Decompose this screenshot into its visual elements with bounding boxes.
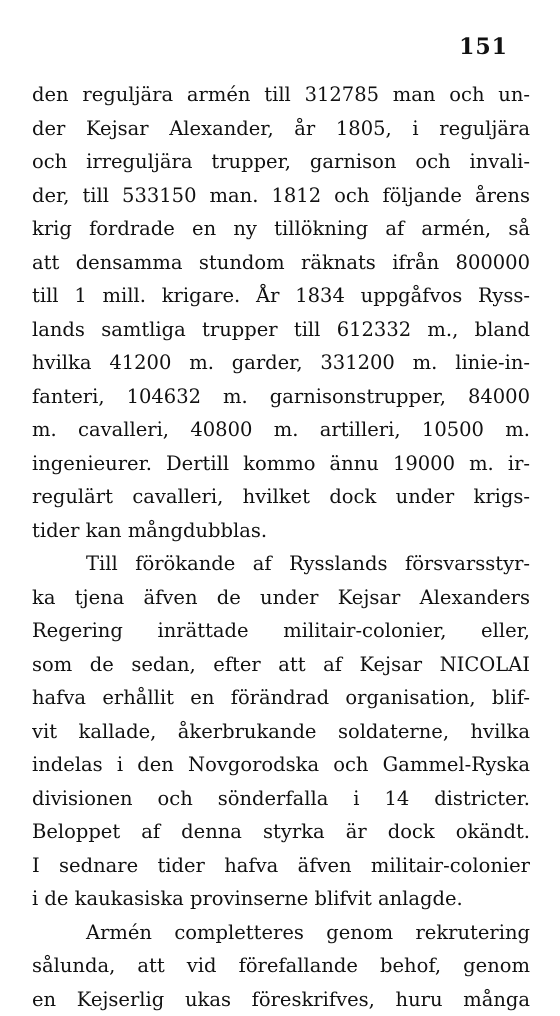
text-line: krig fordrade en ny tillökning af armén, så: [32, 212, 530, 246]
text-line: vit kallade, åkerbrukande soldaterne, hvilka: [32, 715, 530, 749]
paragraph: [32, 916, 530, 1016]
text-line: en Kejserlig ukas föreskrifves, huru många: [32, 983, 530, 1016]
text-line: den reguljära armén till 312785 man och un-: [32, 78, 530, 112]
text-line: regulärt cavalleri, hvilket dock under krigs-: [32, 480, 530, 514]
text-line: tider kan mångdubblas.: [32, 514, 530, 548]
text-line: hafva erhållit en förändrad organisation, blif-: [32, 681, 530, 715]
text-line: der Kejsar Alexander, år 1805, i reguljära: [32, 112, 530, 146]
text-line: der, till 533150 man. 1812 och följande årens: [32, 179, 530, 213]
text-line: hvilka 41200 m. garder, 331200 m. linie-in-: [32, 346, 530, 380]
text-line: Armén completteres genom rekrutering: [32, 916, 530, 950]
text-line: att densamma stundom räknats ifrån 800000: [32, 246, 530, 280]
paragraph: [32, 78, 530, 547]
body-text: [32, 78, 530, 1016]
text-line: indelas i den Novgorodska och Gammel-Ryska: [32, 748, 530, 782]
paragraph: [32, 547, 530, 916]
text-line: Beloppet af denna styrka är dock okändt.: [32, 815, 530, 849]
text-line: Till förökande af Rysslands försvarsstyr-: [32, 547, 530, 581]
text-line: till 1 mill. krigare. År 1834 uppgåfvos Ryss-: [32, 279, 530, 313]
text-line: fanteri, 104632 m. garnisonstrupper, 84000: [32, 380, 530, 414]
text-line: ingenieurer. Dertill kommo ännu 19000 m. ir-: [32, 447, 530, 481]
text-line: som de sedan, efter att af Kejsar NICOLAI: [32, 648, 530, 682]
text-line: Regering inrättade militair-colonier, eller,: [32, 614, 530, 648]
text-line: divisionen och sönderfalla i 14 districter.: [32, 782, 530, 816]
text-line: lands samtliga trupper till 612332 m., bland: [32, 313, 530, 347]
text-line: i de kaukasiska provinserne blifvit anlagde.: [32, 882, 530, 916]
text-line: och irreguljära trupper, garnison och invali-: [32, 145, 530, 179]
text-line: I sednare tider hafva äfven militair-colonier: [32, 849, 530, 883]
text-line: sålunda, att vid förefallande behof, genom: [32, 949, 530, 983]
page-number: 151: [459, 34, 508, 60]
text-line: ka tjena äfven de under Kejsar Alexanders: [32, 581, 530, 615]
text-line: m. cavalleri, 40800 m. artilleri, 10500 m.: [32, 413, 530, 447]
